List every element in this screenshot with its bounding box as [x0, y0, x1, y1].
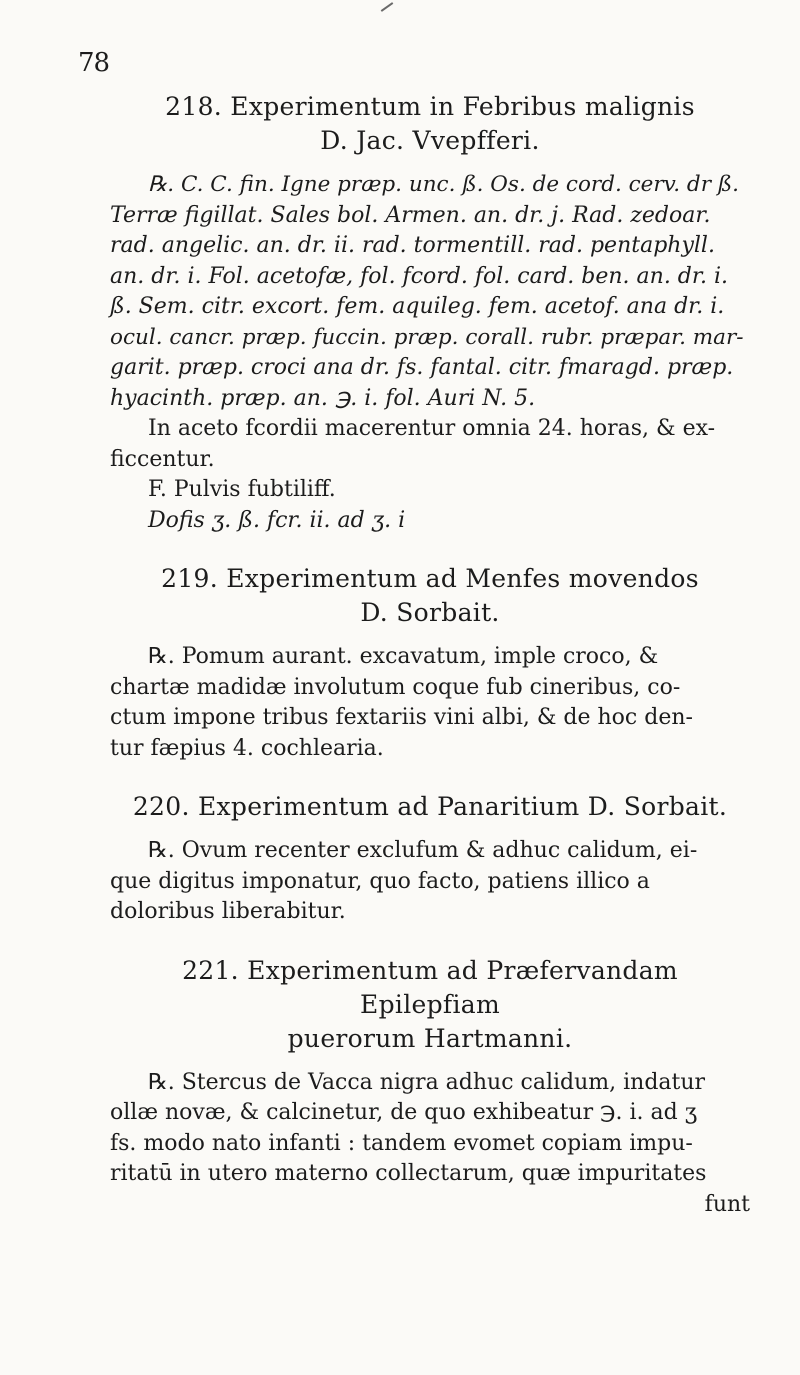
- recipe-text: [110, 1068, 750, 1221]
- heading-line: 219. Experimentum ad Menfes movendos: [161, 564, 699, 593]
- text-line: fs. modo nato infanti : tandem evomet copiam impu-: [110, 1130, 693, 1156]
- section-219: [110, 562, 750, 764]
- section-heading: [110, 790, 750, 824]
- text-line: rad. angelic. an. dr. ii. rad. tormentill. rad. pentaphyll.: [110, 233, 715, 258]
- ink-mark: [381, 2, 394, 12]
- text-line: ritatū in utero materno collectarum, quæ impuritates: [110, 1161, 707, 1186]
- text-line: doloribus liberabitur.: [110, 899, 346, 924]
- section-heading: [110, 90, 750, 158]
- text-line: ctum impone tribus fextariis vini albi, & de hoc den-: [110, 705, 693, 730]
- section-heading: [110, 562, 750, 630]
- section-221: [110, 954, 750, 1221]
- text-line: ocul. cancr. præp. fuccin. præp. corall. rubr. præpar. mar-: [110, 324, 744, 350]
- text-line: ß. Sem. citr. excort. fem. aquileg. fem. acetof. ana dr. i.: [110, 294, 725, 319]
- heading-line: 220. Experimentum ad Panaritium D. Sorbait.: [132, 792, 728, 821]
- text-line: tur fæpius 4. cochlearia.: [110, 735, 384, 761]
- heading-line: 218. Experimentum in Febribus malignis: [165, 92, 695, 121]
- heading-line: 221. Experimentum ad Præfervandam Epilepfiam: [182, 955, 678, 1019]
- recipe-text: [110, 170, 750, 536]
- heading-line: puerorum Hartmanni.: [287, 1023, 573, 1053]
- text-line: ℞. Ovum recenter exclufum & adhuc calidum, ei-: [148, 838, 698, 863]
- text-line: Terræ figillat. Sales bol. Armen. an. dr. j. Rad. zedoar.: [110, 202, 711, 228]
- text-line: ℞. Pomum aurant. excavatum, imple croco, &: [148, 644, 659, 669]
- section-218: [110, 90, 750, 536]
- text-line: ℞. C. C. fin. Igne præp. unc. ß. Os. de cord. cerv. dr ß.: [148, 172, 739, 197]
- text-line: hyacinth. præp. an. ℈. i. fol. Auri N. 5.: [110, 385, 536, 411]
- text-line: ficcentur.: [110, 446, 215, 472]
- text-line: garit. præp. croci ana dr. fs. fantal. citr. fmaragd. præp.: [110, 355, 734, 380]
- text-line: que digitus imponatur, quo facto, patiens illico a: [110, 868, 650, 894]
- text-line: funt: [704, 1191, 750, 1217]
- heading-line: D. Sorbait.: [360, 598, 500, 627]
- recipe-text: [110, 836, 750, 928]
- text-line: F. Pulvis fubtiliff.: [148, 477, 336, 502]
- page-number: 78: [78, 48, 110, 78]
- text-line: In aceto fcordii macerentur omnia 24. horas, & ex-: [148, 416, 716, 441]
- text-line: an. dr. i. Fol. acetofæ, fol. fcord. fol. card. ben. an. dr. i.: [110, 263, 729, 289]
- text-block: [110, 90, 750, 1220]
- text-line: Dofis ʒ. ß. fcr. ii. ad ʒ. i: [148, 507, 406, 533]
- heading-line: D. Jac. Vvepfferi.: [320, 126, 540, 155]
- section-220: [110, 790, 750, 928]
- text-line: ℞. Stercus de Vacca nigra adhuc calidum, indatur: [148, 1069, 706, 1095]
- text-line: chartæ madidæ involutum coque fub cineribus, co-: [110, 674, 681, 700]
- recipe-text: [110, 642, 750, 764]
- text-line: ollæ novæ, & calcinetur, de quo exhibeatur ℈. i. ad ʒ: [110, 1100, 698, 1125]
- section-heading: [110, 954, 750, 1056]
